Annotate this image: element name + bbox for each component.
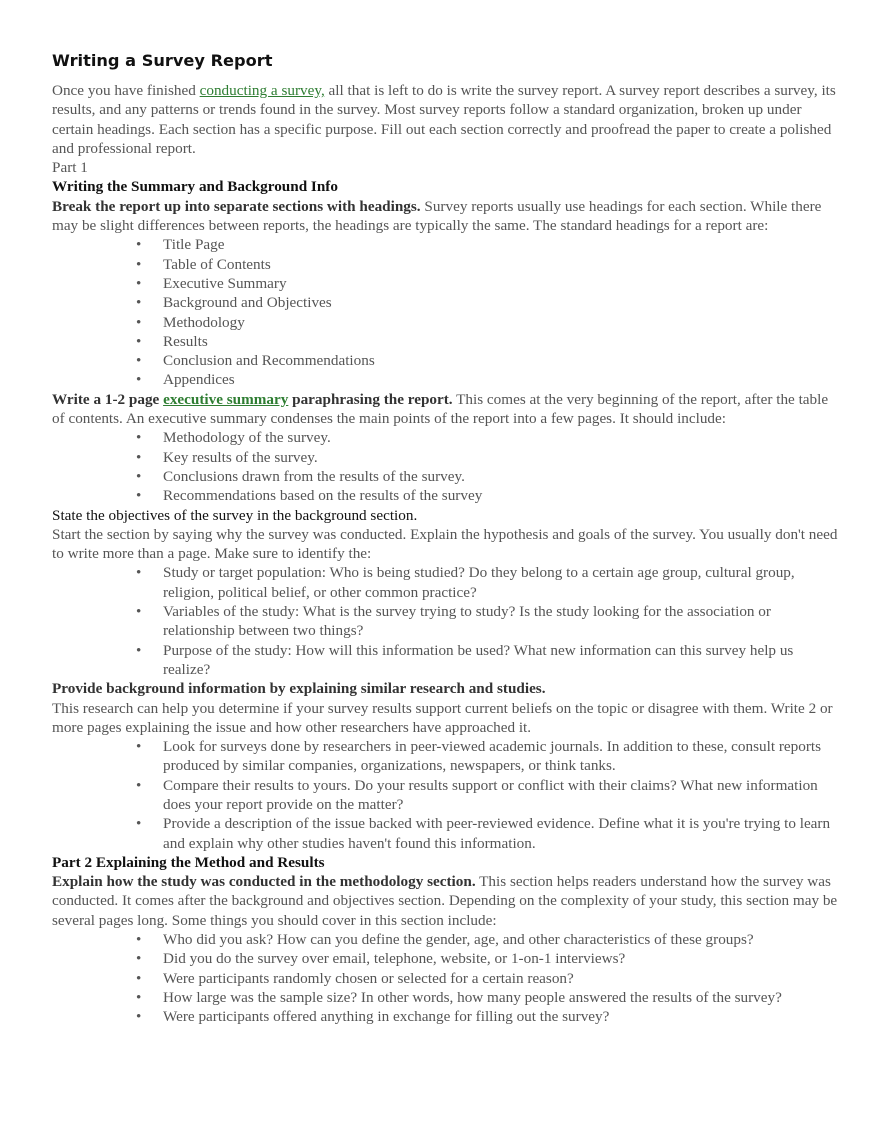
executive-summary-list — [52, 428, 842, 505]
conducting-survey-link[interactable]: conducting a survey, — [199, 82, 325, 99]
intro-text-before: Once you have finished — [52, 82, 200, 99]
part1-step2-bold-after: paraphrasing the report. — [288, 390, 453, 408]
list-item: • Variables of the study: What is the survey trying to study? Is the study looking for the association or relationship between two things? — [163, 602, 842, 641]
part2-heading: Part 2 Explaining the Method and Results — [52, 853, 325, 871]
document-page — [52, 50, 842, 1027]
list-item: • Study or target population: Who is being studied? Do they belong to a certain age group, cultural group, religion, political belief, or other common practice? — [163, 563, 842, 602]
part2-step1-text: This section helps readers understand how the survey was conducted. It comes after the background and objectives section. Depending on the complexity of your study, this section may be several pages long. Some things you should cover in this section include: — [52, 873, 838, 929]
list-item: • Methodology of the survey. — [163, 428, 842, 447]
list-item: • Key results of the survey. — [163, 448, 842, 467]
objectives-list — [52, 563, 842, 679]
list-item: • Results — [163, 332, 842, 351]
list-item: • Conclusion and Recommendations — [163, 351, 842, 370]
part1-label: Part 1 — [52, 159, 88, 177]
list-item: • How large was the sample size? In other words, how many people answered the results of the survey? — [163, 988, 842, 1007]
list-item: • Purpose of the study: How will this information be used? What new information can this survey help us realize? — [163, 641, 842, 680]
part1-step2-paragraph — [52, 390, 842, 429]
part1-step1-bold: Break the report up into separate sections with headings. — [52, 197, 421, 215]
part1-step3-text: Start the section by saying why the survey was conducted. Explain the hypothesis and goals of the survey. You usually don't need to write more than a page. Make sure to identify the: — [52, 525, 838, 563]
methodology-list — [52, 930, 842, 1026]
part1-step4-text: This research can help you determine if your survey results support current beliefs on the topic or disagree with them. Write 2 or more pages explaining the issue and how other researchers have approached it. — [52, 699, 833, 736]
list-item: • Were participants offered anything in exchange for filling out the survey? — [163, 1007, 842, 1026]
part1-step2-text: This comes at the very beginning of the report, after the table of contents. An executive summary condenses the main points of the report into a few pages. It should include: — [52, 390, 829, 428]
part1-heading: Writing the Summary and Background Info — [52, 178, 338, 196]
list-item: • Title Page — [163, 235, 842, 254]
list-item: • Conclusions drawn from the results of the survey. — [163, 467, 842, 486]
intro-paragraph — [52, 81, 842, 158]
part1-step4-heading: Provide background information by explaining similar research and studies. — [52, 680, 546, 698]
background-list — [52, 737, 842, 853]
list-item: • Executive Summary — [163, 274, 842, 293]
part2-step1-bold: Explain how the study was conducted in the methodology section. — [52, 873, 476, 891]
page-title: Writing a Survey Report — [52, 51, 273, 70]
list-item: • Table of Contents — [163, 255, 842, 274]
list-item: • Who did you ask? How can you define the gender, age, and other characteristics of these groups? — [163, 930, 842, 949]
list-item: • Appendices — [163, 370, 842, 389]
list-item: • Look for surveys done by researchers in peer-viewed academic journals. In addition to these, consult reports produced by similar companies, organizations, newspapers, or think tanks. — [163, 737, 842, 776]
list-item: • Methodology — [163, 313, 842, 332]
list-item: • Did you do the survey over email, telephone, website, or 1-on-1 interviews? — [163, 949, 842, 968]
list-item: • Recommendations based on the results of the survey — [163, 486, 842, 505]
part1-step1-paragraph — [52, 197, 842, 236]
list-item: • Provide a description of the issue backed with peer-reviewed evidence. Define what it is you're trying to learn and explain why other studies haven't found this information. — [163, 814, 842, 853]
list-item: • Were participants randomly chosen or selected for a certain reason? — [163, 969, 842, 988]
executive-summary-link[interactable]: executive summary — [163, 390, 289, 408]
headings-list — [52, 235, 842, 389]
part1-step1-text: Survey reports usually use headings for each section. While there may be slight differences between reports, the headings are typically the same. The standard headings for a report are: — [52, 197, 822, 235]
list-item: • Background and Objectives — [163, 293, 842, 312]
part1-step3-heading: State the objectives of the survey in the background section. — [52, 506, 418, 524]
part2-step1-paragraph — [52, 872, 842, 930]
list-item: • Compare their results to yours. Do your results support or conflict with their claims? What new information does your report provide on the matter? — [163, 776, 842, 815]
intro-text-after: all that is left to do is write the survey report. A survey report describes a survey, its results, and any patterns or trends found in the survey. Most survey reports follow a standard organization, broken up under certain headings. Each section has a specific purpose. Fill out each section correctly and proofread the paper to create a polished and professional report. — [52, 82, 836, 157]
part1-step2-bold-before: Write a 1-2 page — [52, 390, 164, 408]
